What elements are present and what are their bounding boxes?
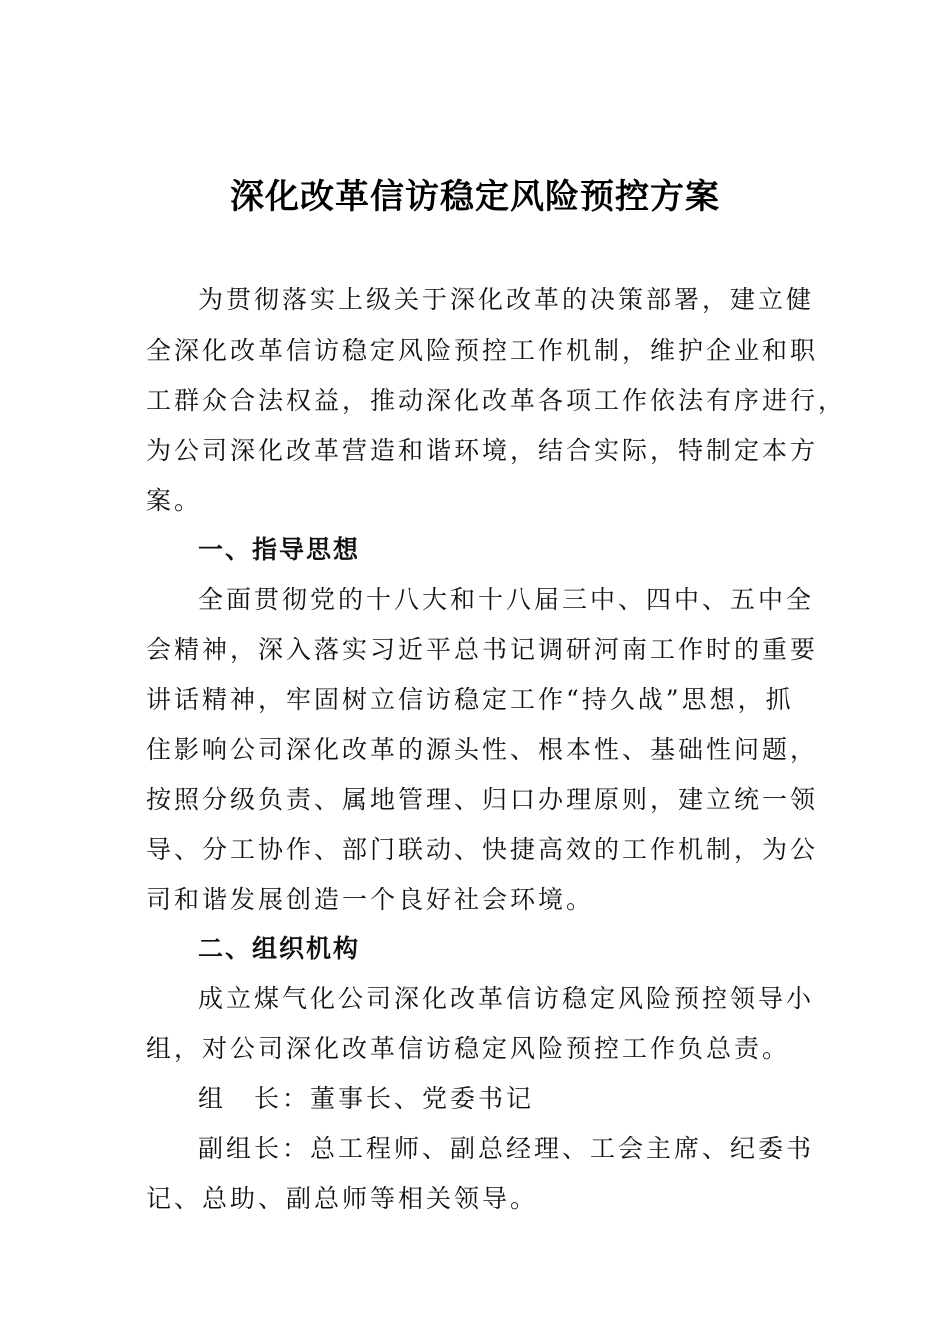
paragraph-line: 记、总助、副总师等相关领导。 xyxy=(146,1184,539,1213)
paragraph-line: 会精神，深入落实习近平总书记调研河南工作时的重要 xyxy=(146,635,819,664)
paragraph-line: 为贯彻落实上级关于深化改革的决策部署，建立健 xyxy=(198,285,815,314)
paragraph-line: 全面贯彻党的十八大和十八届三中、四中、五中全 xyxy=(198,585,815,614)
paragraph-line: 案。 xyxy=(146,486,203,515)
paragraph-line: 讲话精神，牢固树立信访稳定工作“持久战”思想，抓 xyxy=(146,685,794,714)
paragraph-line: 住影响公司深化改革的源头性、根本性、基础性问题， xyxy=(146,735,819,764)
section-heading: 一、指导思想 xyxy=(198,535,361,564)
paragraph-line: 全深化改革信访稳定风险预控工作机制，维护企业和职 xyxy=(146,336,819,365)
document-title: 深化改革信访稳定风险预控方案 xyxy=(230,177,720,217)
paragraph-line: 为公司深化改革营造和谐环境，结合实际，特制定本方 xyxy=(146,436,819,465)
paragraph-line: 工群众合法权益，推动深化改革各项工作依法有序进行， xyxy=(146,386,847,415)
section-heading: 二、组织机构 xyxy=(198,934,361,963)
paragraph-line: 成立煤气化公司深化改革信访稳定风险预控领导小 xyxy=(198,984,815,1013)
paragraph-line: 组，对公司深化改革信访稳定风险预控工作负总责。 xyxy=(146,1034,791,1063)
paragraph-line: 按照分级负责、属地管理、归口办理原则，建立统一领 xyxy=(146,785,819,814)
paragraph-line: 司和谐发展创造一个良好社会环境。 xyxy=(146,885,595,914)
paragraph-line: 副组长：总工程师、副总经理、工会主席、纪委书 xyxy=(198,1134,815,1163)
paragraph-line: 导、分工协作、部门联动、快捷高效的工作机制，为公 xyxy=(146,835,819,864)
paragraph-line: 组 长：董事长、党委书记 xyxy=(198,1084,535,1113)
